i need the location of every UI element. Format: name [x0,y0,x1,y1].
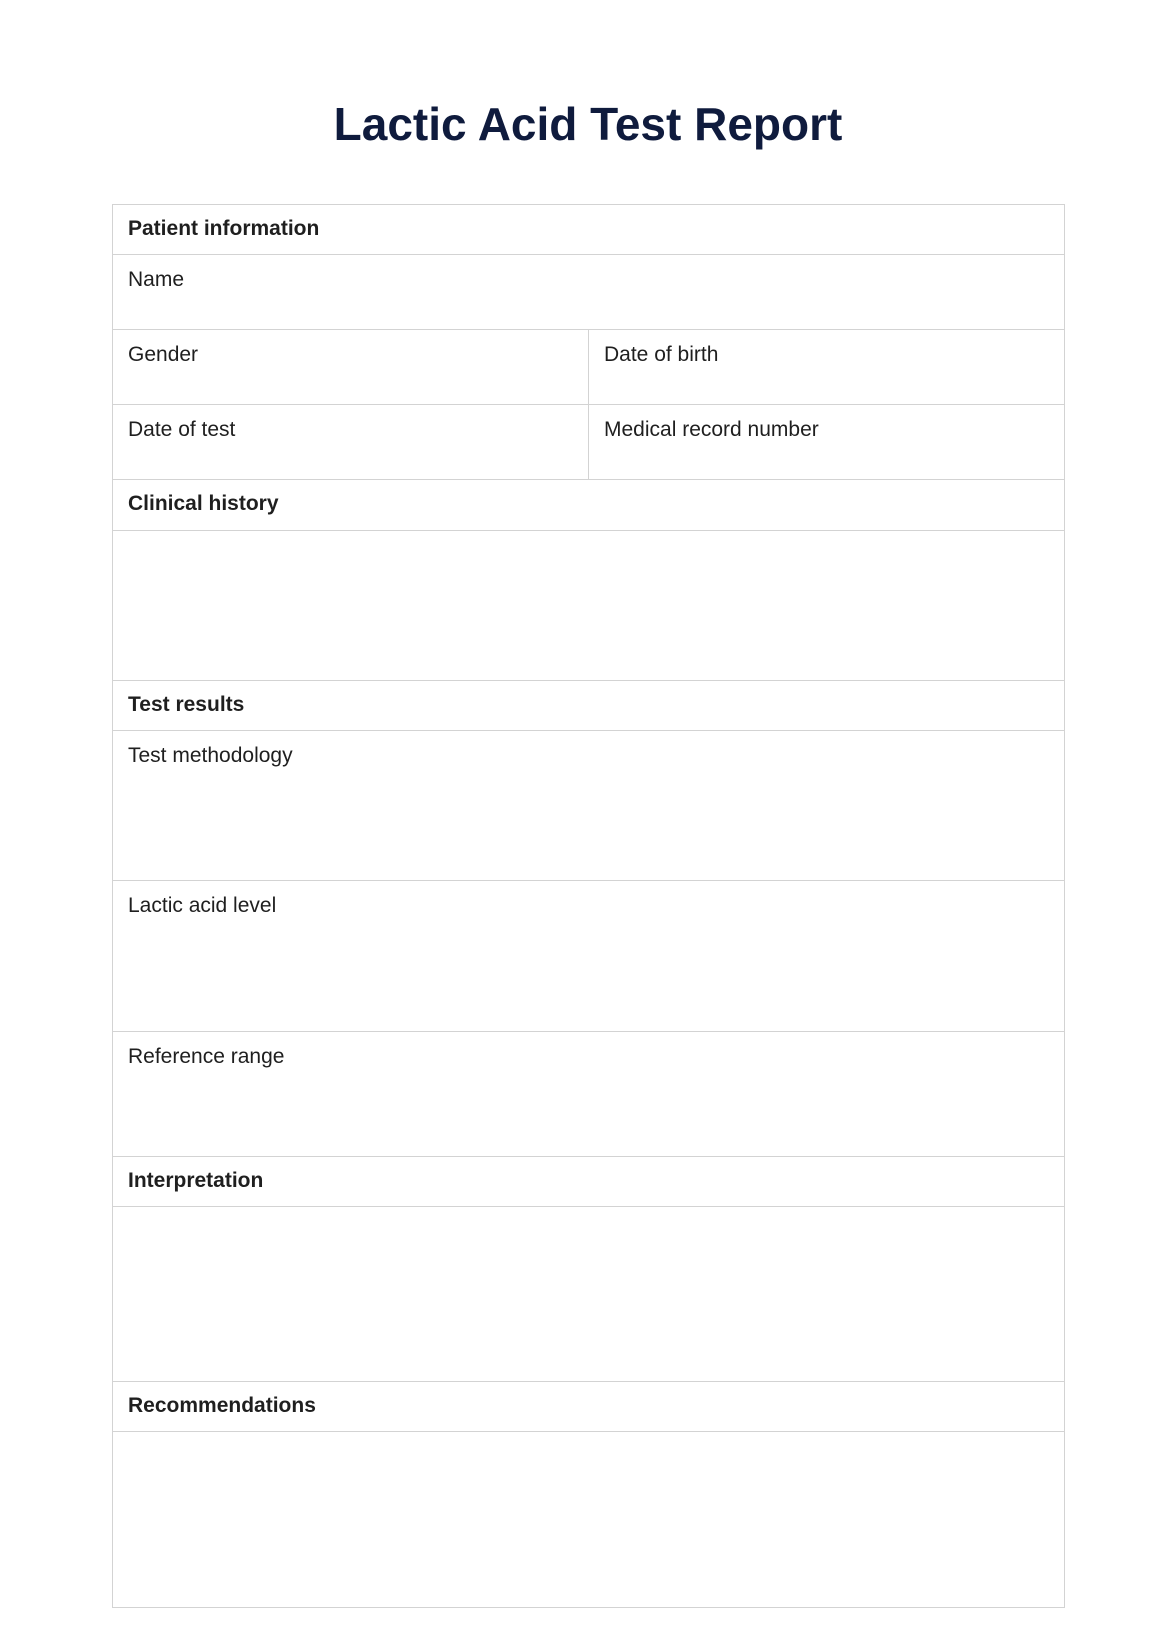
report-form [112,204,1065,1608]
section-title-patient-information: Patient information [128,217,320,240]
date-of-birth-field[interactable] [588,330,1064,404]
section-title-recommendations: Recommendations [128,1394,316,1417]
test-methodology-label: Test methodology [128,744,293,767]
date-of-test-label: Date of test [128,418,236,441]
section-header-interpretation [113,1157,1064,1207]
interpretation-field[interactable] [113,1207,1064,1382]
clinical-history-area[interactable] [113,531,1064,680]
gender-field[interactable] [113,330,588,404]
section-header-test-results [113,681,1064,731]
test-methodology-field[interactable] [113,731,1064,881]
date-of-test-field[interactable] [113,405,588,479]
gender-dob-row [113,330,1064,405]
reference-range-label: Reference range [128,1045,285,1068]
recommendations-field[interactable] [113,1432,1064,1607]
reference-range-field[interactable] [113,1032,1064,1157]
lactic-acid-level-label: Lactic acid level [128,894,277,917]
section-title-test-results: Test results [128,693,245,716]
page-title: Lactic Acid Test Report [333,98,843,150]
interpretation-area[interactable] [113,1207,1064,1381]
clinical-history-field[interactable] [113,531,1064,681]
date-of-birth-label: Date of birth [604,343,719,366]
lactic-acid-level-field[interactable] [113,881,1064,1032]
recommendations-area[interactable] [113,1432,1064,1607]
name-field[interactable] [113,255,1064,330]
section-title-interpretation: Interpretation [128,1169,264,1192]
test-date-mrn-row [113,405,1064,480]
gender-label: Gender [128,343,199,366]
section-header-clinical-history [113,480,1064,531]
medical-record-number-field[interactable] [588,405,1064,479]
section-header-recommendations [113,1382,1064,1432]
section-title-clinical-history: Clinical history [128,492,279,515]
medical-record-number-label: Medical record number [604,418,819,441]
name-label: Name [128,268,185,291]
section-header-patient-information [113,205,1064,255]
